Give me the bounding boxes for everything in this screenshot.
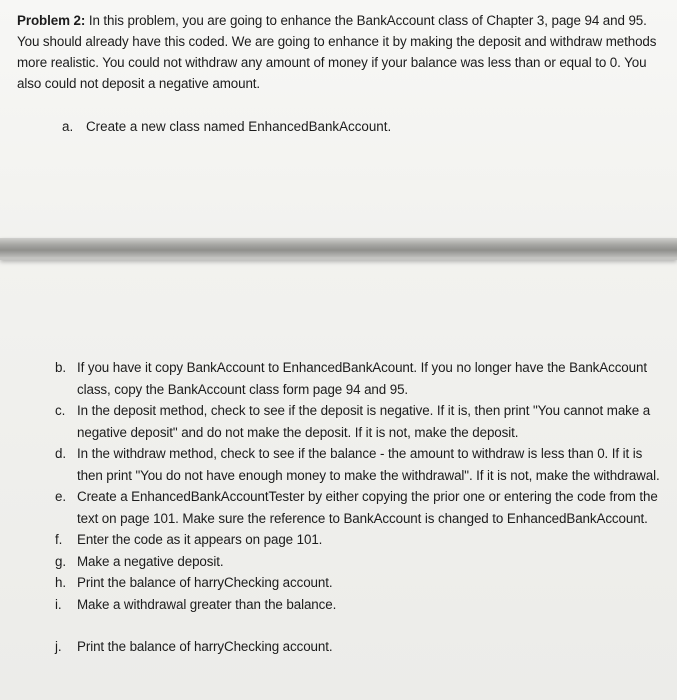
list-item-e bbox=[42, 486, 664, 529]
page-fold-divider bbox=[0, 238, 677, 260]
list-item-c bbox=[42, 400, 664, 443]
list-item-text: Enter the code as it appears on page 101. bbox=[77, 532, 323, 547]
list-item-text: Make a withdrawal greater than the balance. bbox=[77, 596, 337, 612]
list-item-a bbox=[62, 116, 391, 137]
list-item-label: e. bbox=[55, 489, 66, 504]
list-item-label: a. bbox=[62, 119, 74, 134]
list-item-text: Create a EnhancedBankAccountTester by either copying the prior one or entering the code from the text on page 101. Make sure the reference to BankAccount is changed to EnhancedBankAccount. bbox=[77, 489, 658, 526]
list-item-text: In the deposit method, check to see if the deposit is negative. If it is, then print "You cannot make a negative deposit" and do not make the deposit. If it is not, make the deposit. bbox=[77, 403, 651, 440]
list-item-label: h. bbox=[55, 575, 66, 590]
list-item-label: d. bbox=[55, 446, 66, 461]
list-item-label: i. bbox=[55, 596, 62, 612]
intro-text: In this problem, you are going to enhance the BankAccount class of Chapter 3, page 94 and 95. You should already have this coded. We are going to enhance it by making the deposit and withdraw methods more realistic. You could not withdraw any amount of money if your balance was less than or equal to 0. You also could not deposit a negative amount. bbox=[17, 13, 657, 91]
list-item-f bbox=[42, 529, 664, 551]
list-item-label: c. bbox=[55, 403, 66, 418]
instruction-list bbox=[42, 357, 664, 658]
problem-intro bbox=[17, 10, 662, 94]
list-item-text: Make a negative deposit. bbox=[77, 553, 224, 569]
list-item-label: b. bbox=[55, 360, 66, 375]
list-item-i bbox=[42, 594, 664, 616]
list-item-j bbox=[42, 636, 664, 658]
list-item-b bbox=[42, 357, 664, 400]
list-item-g bbox=[42, 551, 664, 573]
list-item-label: g. bbox=[55, 553, 66, 569]
list-item-text: Create a new class named EnhancedBankAccount. bbox=[86, 119, 392, 134]
list-item-text: Print the balance of harryChecking account. bbox=[77, 575, 333, 590]
list-item-text: In the withdraw method, check to see if the balance - the amount to withdraw is less than 0. If it is then print "You do not have enough money to make the withdrawal". If it is not, make the withdrawal. bbox=[77, 446, 660, 483]
page-edge-line bbox=[0, 258, 677, 260]
list-item-h bbox=[42, 572, 664, 594]
list-item-text: Print the balance of harryChecking account. bbox=[77, 639, 333, 654]
problem-heading: Problem 2: bbox=[17, 13, 86, 28]
list-item-label: f. bbox=[55, 532, 63, 547]
list-item-label: j. bbox=[55, 639, 62, 654]
intro-paragraph bbox=[17, 10, 662, 94]
list-item-d bbox=[42, 443, 664, 486]
list-item-text: If you have it copy BankAccount to EnhancedBankAcount. If you no longer have the BankAccount class, copy the BankAccount class form page 94 and 95. bbox=[77, 360, 647, 397]
